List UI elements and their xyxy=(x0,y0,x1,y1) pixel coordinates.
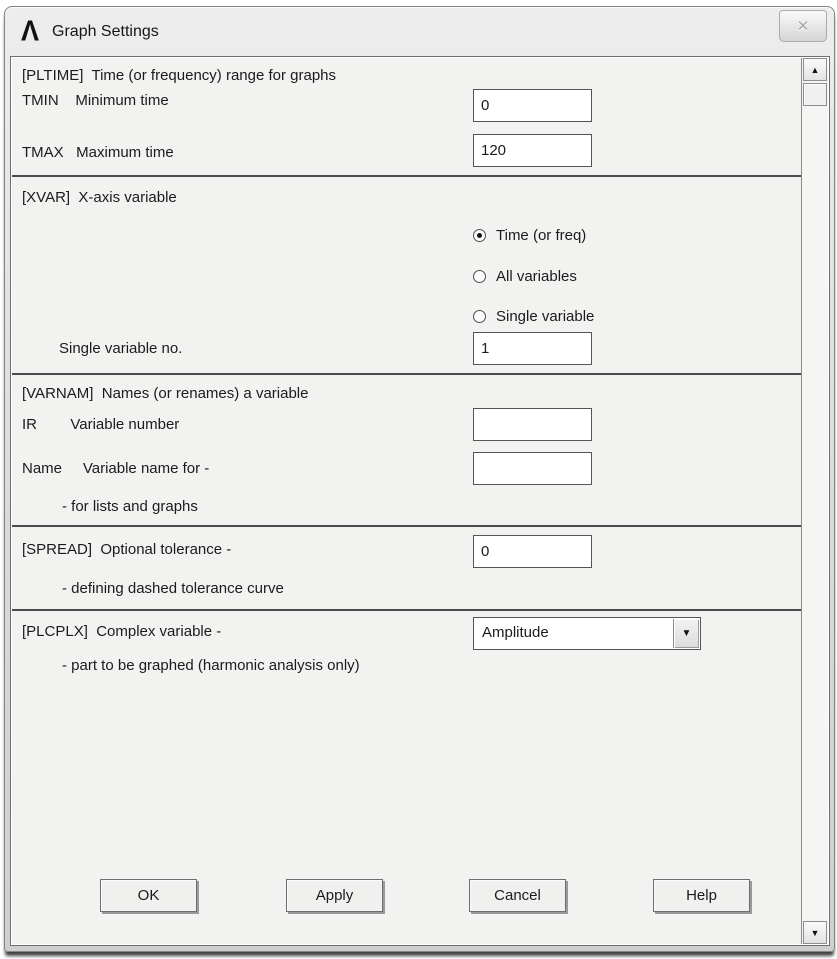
titlebar xyxy=(5,7,834,56)
scroll-up-icon: ▲ xyxy=(810,64,820,75)
vertical-scrollbar[interactable] xyxy=(801,58,828,944)
scroll-down-icon: ▼ xyxy=(810,927,820,938)
window-title: Graph Settings xyxy=(52,22,159,40)
single-variable-no-label: Single variable no. xyxy=(59,340,183,357)
cancel-button[interactable]: Cancel xyxy=(469,879,566,912)
section-pltime xyxy=(12,58,801,175)
help-button[interactable]: Help xyxy=(653,879,750,912)
tmin-input[interactable] xyxy=(473,89,592,122)
name-input[interactable] xyxy=(473,452,592,485)
radio-single-variable-label: Single variable xyxy=(496,307,595,325)
ir-input[interactable] xyxy=(473,408,592,441)
name-label: Name Variable name for - xyxy=(22,460,210,477)
section-varnam xyxy=(12,375,801,525)
tmax-input[interactable] xyxy=(473,134,592,167)
dropdown-arrow-icon[interactable]: ▼ xyxy=(673,619,699,648)
xvar-heading: [XVAR] X-axis variable xyxy=(22,189,177,206)
section-xvar xyxy=(12,177,801,373)
dialog-content-frame xyxy=(10,56,830,946)
radio-selected-icon xyxy=(473,229,486,242)
tmin-label: TMIN Minimum time xyxy=(22,92,169,109)
radio-unselected-icon xyxy=(473,270,486,283)
ansys-logo-icon: Λ xyxy=(21,15,40,47)
spread-note: - defining dashed tolerance curve xyxy=(62,580,284,597)
radio-unselected-icon xyxy=(473,310,486,323)
close-icon: ✕ xyxy=(796,18,810,35)
section-spread xyxy=(12,527,801,609)
single-variable-no-input[interactable] xyxy=(473,332,592,365)
complex-variable-dropdown[interactable] xyxy=(473,617,701,650)
radio-all-variables-label: All variables xyxy=(496,267,577,285)
scrollbar-up-button[interactable] xyxy=(803,58,827,81)
varnam-heading: [VARNAM] Names (or renames) a variable xyxy=(22,385,309,402)
apply-button[interactable]: Apply xyxy=(286,879,383,912)
spread-input[interactable] xyxy=(473,535,592,568)
plcplx-heading: [PLCPLX] Complex variable - xyxy=(22,623,222,640)
radio-time-or-freq-label: Time (or freq) xyxy=(496,226,587,244)
radio-all-variables[interactable] xyxy=(473,266,577,286)
dropdown-selected-value: Amplitude xyxy=(482,624,549,641)
radio-time-or-freq[interactable] xyxy=(473,225,586,245)
varnam-note: - for lists and graphs xyxy=(62,498,198,515)
scrollbar-thumb[interactable] xyxy=(803,83,827,106)
tmax-label: TMAX Maximum time xyxy=(22,144,174,161)
ok-button[interactable]: OK xyxy=(100,879,197,912)
plcplx-note: - part to be graphed (harmonic analysis only) xyxy=(62,657,360,674)
radio-single-variable[interactable] xyxy=(473,306,594,326)
spread-heading: [SPREAD] Optional tolerance - xyxy=(22,541,232,558)
section-plcplx xyxy=(12,611,801,948)
graph-settings-dialog xyxy=(4,6,835,952)
ir-label: IR Variable number xyxy=(22,416,180,433)
scrollbar-down-button[interactable] xyxy=(803,921,827,944)
dialog-content xyxy=(12,58,801,944)
pltime-heading: [PLTIME] Time (or frequency) range for graphs xyxy=(22,67,337,84)
close-button[interactable] xyxy=(779,10,827,42)
